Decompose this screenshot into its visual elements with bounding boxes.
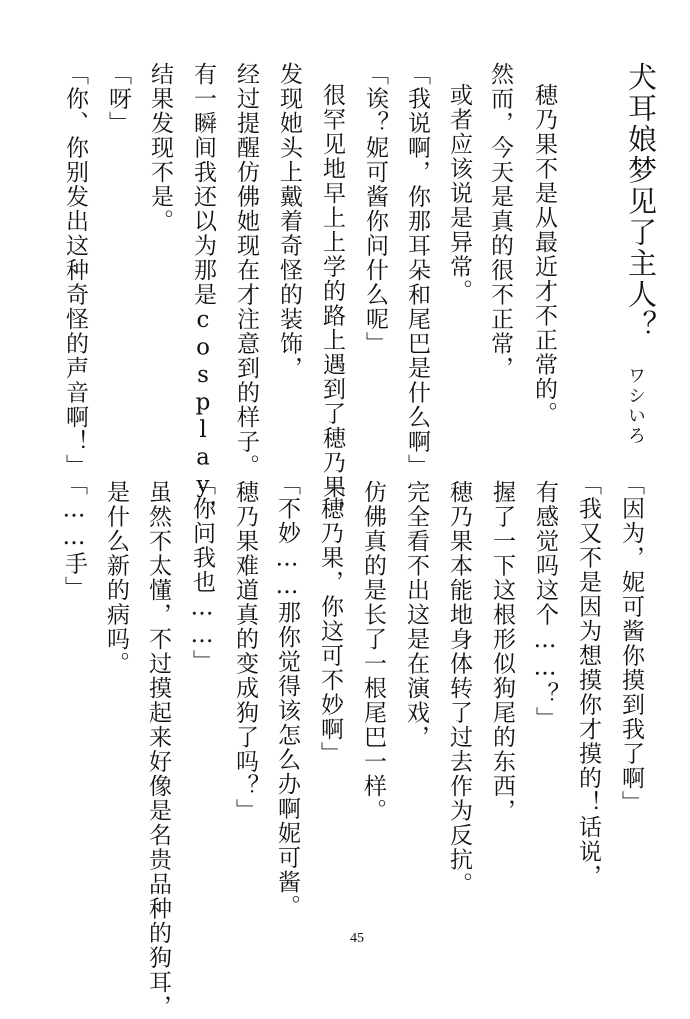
- lower-line: 是什么新的病吗。: [103, 480, 129, 676]
- lower-line: 「我又不是因为想摸你才摸的！话说，: [575, 472, 601, 889]
- lower-line: 虽然不太懂，不过摸起来好像是名贵品种的狗耳，: [145, 480, 171, 1019]
- upper-line: 「诶？妮可酱你问什么呢」: [362, 62, 388, 356]
- upper-line: 很罕见地早上上学的路上遇到了穂乃果，: [319, 83, 345, 524]
- upper-line: 「我说啊，你那耳朵和尾巴是什么啊」: [404, 62, 430, 479]
- lower-line: 仿佛真的是长了一根尾巴一样。: [360, 480, 386, 823]
- page-number: 45: [350, 931, 364, 946]
- upper-line: 然而，今天是真的很不正常，: [487, 62, 513, 381]
- lower-line: 握了一下这根形似狗尾的东西，: [489, 480, 515, 823]
- lower-line: 「你问我也……」: [189, 472, 215, 674]
- lower-line: 「因为，妮可酱你摸到我了啊」: [618, 472, 644, 815]
- lower-line: 「不妙……那你觉得该怎么办啊妮可酱。: [274, 472, 300, 919]
- lower-line: 完全看不出这是在演戏，: [403, 480, 429, 750]
- upper-line: 经过提醒仿佛她现在才注意到的样子。: [233, 62, 259, 479]
- lower-line: 有感觉吗这个……？」: [532, 480, 558, 731]
- lower-line: 「穂乃果，你这可不妙啊」: [317, 472, 343, 766]
- lower-line: 穂乃果本能地身体转了过去作为反抗。: [446, 480, 472, 897]
- upper-line: 有一瞬间我还以为那是cosplay，: [190, 62, 216, 524]
- lower-line: 穂乃果难道真的变成狗了吗？」: [232, 480, 258, 823]
- upper-line: 发现她头上戴着奇怪的装饰，: [276, 62, 302, 381]
- upper-line: 结果发现不是。: [147, 62, 173, 234]
- lower-line: 「……手」: [61, 472, 87, 601]
- upper-line: 穂乃果不是从最近才不正常的。: [531, 83, 557, 426]
- upper-line: 「你、你别发出这种奇怪的声音啊！」: [62, 62, 88, 479]
- upper-line: 或者应该说是异常。: [446, 83, 472, 304]
- story-title: 犬耳娘梦见了主人？: [624, 62, 658, 341]
- author-name: ワシいろ: [625, 366, 646, 446]
- upper-line: 「呀」: [105, 62, 131, 136]
